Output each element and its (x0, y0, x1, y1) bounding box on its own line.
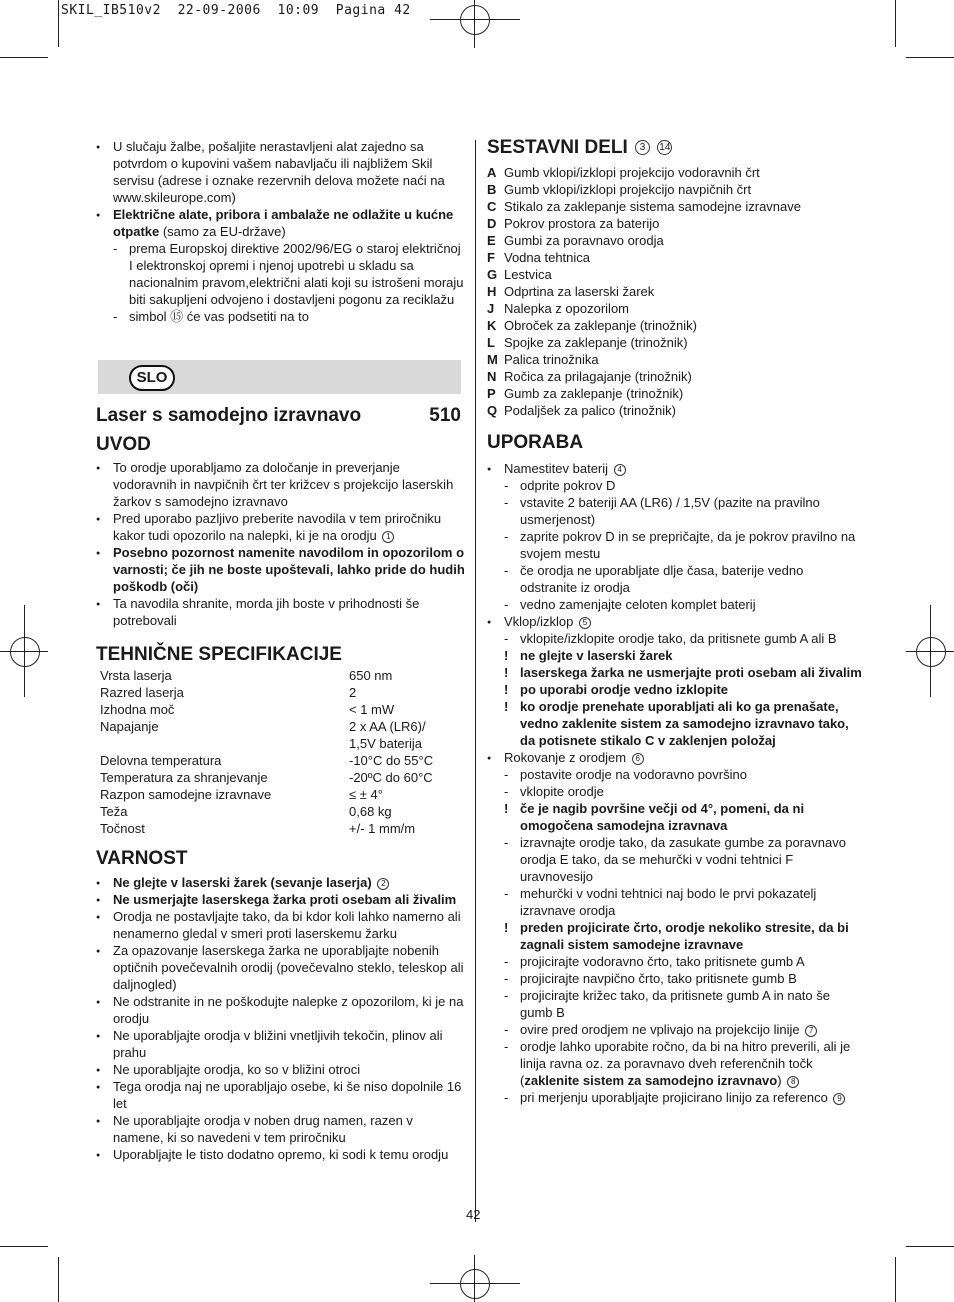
part-row (487, 181, 862, 198)
list-item: ● Električne alate, pribora i ambalaže ne odlažite u kućne otpatke (samo za EU-države) (96, 206, 466, 240)
part-row (487, 283, 862, 300)
figure-ref: 3 (635, 140, 650, 155)
part-label: Gumb vklopi/izklopi projekcijo navpičnih črt (504, 182, 752, 197)
spec-value: 650 nm (349, 668, 393, 683)
part-letter: M (487, 352, 498, 367)
list-item: ● Ne odstranite in ne poškodujte nalepke z opozorilom, ki je na orodju (96, 993, 466, 1027)
list-item: ! po uporabi orodje vedno izklopite (487, 681, 862, 698)
list-item: ● Ne uporabljajte orodja, ko so v bližini otroci (96, 1061, 466, 1078)
registration-line (430, 19, 520, 20)
list-item: - projicirajte križec tako, da pritisnete gumb A in nato še gumb B (487, 987, 862, 1021)
figure-ref: 14 (659, 142, 671, 154)
list-item: ● Ne uporabljajte orodja v bližini vnetljivih tekočin, plinov ali prahu (96, 1027, 466, 1061)
list-item: - odprite pokrov D (487, 477, 862, 494)
part-letter: A (487, 165, 497, 180)
list-item: - izravnajte orodje tako, da zasukate gumbe za poravnavo orodja E tako, da se mehurčki v vodni tehtnici F uravnovesijo (487, 834, 862, 885)
crop-mark (0, 57, 48, 58)
figure-ref: 8 (787, 1076, 799, 1088)
list-item: ● Ne glejte v laserski žarek (sevanje laserja) 2 (96, 874, 466, 891)
list-item: ● Ta navodila shranite, morda jih boste v prihodnosti še potrebovali (96, 595, 466, 629)
figure-ref: 9 (833, 1093, 845, 1105)
part-letter: F (487, 250, 495, 265)
varnost-section (96, 848, 466, 1163)
list-item: ● Uporabljajte le tisto dodatno opremo, ki sodi k temu orodju (96, 1146, 466, 1163)
list-item: - vstavite 2 bateriji AA (LR6) / 1,5V (pazite na pravilno usmerjenost) (487, 494, 862, 528)
list-item: ● Rokovanje z orodjem 6 (487, 749, 862, 766)
part-label: Palica trinožnika (504, 352, 599, 367)
crop-mark (895, 1257, 896, 1302)
part-row (487, 317, 862, 334)
part-label: Vodna tehtnica (504, 250, 591, 265)
section-heading: TEHNIČNE SPECIFIKACIJE (96, 644, 342, 665)
list-item: - ovire pred orodjem ne vplivajo na projekcijo linije 7 (487, 1021, 862, 1038)
section-heading: SESTAVNI DELI 3 14 (487, 137, 671, 158)
list-item: ● Vklop/izklop 5 (487, 613, 862, 630)
part-row (487, 368, 862, 385)
registration-line (906, 651, 954, 652)
registration-line (474, 1255, 475, 1302)
section-heading: UPORABA (487, 432, 584, 453)
part-label: Ročica za prilagajanje (trinožnik) (504, 369, 692, 384)
list-item: - če orodja ne uporabljate dlje časa, baterije vedno odstranite iz orodja (487, 562, 862, 596)
spec-value: -10°C do 55°C (349, 753, 434, 768)
list-item: ! laserskega žarka ne usmerjajte proti osebam ali živalim (487, 664, 862, 681)
list-item: - zaprite pokrov D in se prepričajte, da je pokrov pravilno na svojem mestu (487, 528, 862, 562)
part-row (487, 266, 862, 283)
part-label: Podaljšek za palico (trinožnik) (504, 403, 676, 418)
spec-row (96, 752, 466, 769)
spec-key: Vrsta laserja (100, 668, 172, 683)
spec-row (96, 667, 466, 684)
spec-value: 2 x AA (LR6)/ (349, 719, 426, 734)
part-row (487, 402, 862, 419)
part-row (487, 215, 862, 232)
section-heading: VARNOST (96, 848, 188, 869)
registration-mark (916, 637, 946, 667)
spec-value: 0,68 kg (349, 804, 392, 819)
part-letter: P (487, 386, 496, 401)
list-item: - vklopite/izklopite orodje tako, da pritisnete gumb A ali B (487, 630, 862, 647)
spec-section (96, 644, 466, 837)
list-item: - vedno zamenjajte celoten komplet baterij (487, 596, 862, 613)
list-item: ● Ne usmerjajte laserskega žarka proti osebam ali živalim (96, 891, 466, 908)
part-label: Odprtina za laserski žarek (504, 284, 655, 299)
crop-mark (58, 1257, 59, 1302)
product-number: 510 (429, 405, 461, 426)
list-item: ● Namestitev baterij 4 (487, 460, 862, 477)
uporaba-section (487, 432, 862, 1106)
registration-line (0, 651, 48, 652)
part-letter: J (487, 301, 495, 316)
part-letter: D (487, 216, 497, 231)
page-number: 42 (466, 1207, 481, 1222)
spec-table (96, 667, 466, 837)
spec-value: 2 (349, 685, 357, 700)
part-row (487, 249, 862, 266)
list-item: ! ko orodje prenehate uporabljati ali ko ga prenašate, vedno zaklenite sistem za samodejno izravnavo tako, da potisnete stikalo C v zaklenjen položaj (487, 698, 862, 749)
part-label: Pokrov prostora za baterijo (504, 216, 660, 231)
parts-list (487, 164, 862, 419)
part-row (487, 385, 862, 402)
spec-value: +/- 1 mm/m (349, 821, 416, 836)
list-item: ● U slučaju žalbe, pošaljite nerastavljeni alat zajedno sa potvrdom o kupovini vašem nabavljaču ili najbližem Skil servisu (adrese i oznake rezervnih delova možete naći na www.skileurope.com) (96, 138, 466, 206)
list-item: ● Ne uporabljajte orodja v noben drug namen, razen v namene, ki so navedeni v tem priročniku (96, 1112, 466, 1146)
list-item: ● Tega orodja naj ne uporabljajo osebe, ki še niso dopolnile 16 let (96, 1078, 466, 1112)
part-letter: N (487, 369, 497, 384)
spec-key: Točnost (100, 821, 145, 836)
language-bar (98, 360, 461, 394)
spec-key: Teža (100, 804, 128, 819)
part-row (487, 334, 862, 351)
list-item: ● Pred uporabo pazljivo preberite navodila v tem priročniku kakor tudi opozorilo na nalepki, ki je na orodju 1 (96, 510, 466, 544)
spec-key: Delovna temperatura (100, 753, 222, 768)
figure-ref: 6 (632, 753, 644, 765)
part-row (487, 164, 862, 181)
list-item: ● Orodja ne postavljajte tako, da bi kdor koli lahko namerno ali nenamerno gledal v smeri proti laserskemu žarku (96, 908, 466, 942)
list-item: - projicirajte navpično črto, tako pritisnete gumb B (487, 970, 862, 987)
list-item: ● To orodje uporabljamo za določanje in preverjanje vodoravnih in navpičnih črt ter križcev s projekcijo laserskih žarkov s samodejno izravnavo (96, 459, 466, 510)
part-letter: L (487, 335, 495, 350)
part-label: Spojke za zaklepanje (trinožnik) (504, 335, 688, 350)
list-item: - simbol ⑮ će vas podsetiti na to (96, 308, 466, 325)
spec-row (96, 786, 466, 803)
figure-ref: 2 (377, 878, 389, 890)
part-label: Lestvica (504, 267, 552, 282)
list-item: - mehurčki v vodni tehtnici naj bodo le prvi pokazatelj izravnave orodja (487, 885, 862, 919)
registration-line (430, 1283, 520, 1284)
product-title-row (96, 405, 461, 427)
spec-key: Napajanje (100, 719, 159, 734)
list-item: - projicirajte vodoravno črto, tako pritisnete gumb A (487, 953, 862, 970)
part-letter: H (487, 284, 497, 299)
registration-mark (10, 637, 40, 667)
part-label: Stikalo za zaklepanje sistema samodejne izravnave (504, 199, 801, 214)
spec-row (96, 701, 466, 718)
registration-mark (460, 5, 490, 35)
list-item: - vklopite orodje (487, 783, 862, 800)
part-label: Nalepka z opozorilom (504, 301, 630, 316)
list-item: ! preden projicirate črto, orodje nekoliko stresite, da bi zagnali sistem samodejne izravnave (487, 919, 862, 953)
spec-row (96, 820, 466, 837)
uporaba-list (487, 460, 862, 1106)
spec-key: Razpon samodejne izravnave (100, 787, 272, 802)
print-header: SKIL_IB510v2 22-09-2006 10:09 Pagina 42 (61, 3, 411, 18)
spec-key: Razred laserja (100, 685, 184, 700)
registration-line (474, 0, 475, 48)
part-letter: C (487, 199, 497, 214)
spec-row (96, 718, 466, 735)
spec-row (96, 769, 466, 786)
product-title: Laser s samodejno izravnavo (96, 405, 362, 426)
registration-mark (460, 1269, 490, 1299)
spec-value: < 1 mW (349, 702, 395, 717)
uvod-section (96, 434, 466, 629)
part-label: Obroček za zaklepanje (trinožnik) (504, 318, 697, 333)
part-letter: Q (487, 403, 498, 418)
column-divider (475, 140, 476, 1222)
crop-mark (0, 1246, 48, 1247)
left-top-section (96, 138, 466, 325)
part-row (487, 300, 862, 317)
part-letter: E (487, 233, 496, 248)
language-badge: SLO (129, 365, 175, 391)
part-label: Gumbi za poravnavo orodja (504, 233, 664, 248)
crop-mark (58, 0, 59, 47)
list-item: ● Za opazovanje laserskega žarka ne uporabljajte nobenih optičnih povečevalnih orodij (povečevalno steklo, teleskop ali daljnogled) (96, 942, 466, 993)
list-item: - prema Europskoj direktive 2002/96/EG o staroj električnoj I elektronskoj opremi i njenoj upotrebi u skladu sa nacionalnim pravom,električni alati koji su istrošeni moraju biti sakupljeni odvojeno i dostavljeni pogonu za reciklažu (96, 240, 466, 308)
crop-mark (906, 1246, 954, 1247)
spec-row (96, 803, 466, 820)
spec-key: Temperatura za shranjevanje (100, 770, 268, 785)
part-label: Gumb vklopi/izklopi projekcijo vodoravnih črt (504, 165, 760, 180)
spec-value: -20ºC do 60°C (349, 770, 433, 785)
crop-mark (906, 57, 954, 58)
spec-key: Izhodna moč (100, 702, 175, 717)
list-item: - postavite orodje na vodoravno površino (487, 766, 862, 783)
spec-row (96, 684, 466, 701)
figure-ref: 7 (805, 1025, 817, 1037)
crop-mark (895, 0, 896, 47)
part-row (487, 198, 862, 215)
list-item: ! ne glejte v laserski žarek (487, 647, 862, 664)
figure-ref: 4 (614, 464, 626, 476)
spec-value: ≤ ± 4° (349, 787, 383, 802)
parts-section (487, 137, 862, 419)
figure-ref: 5 (579, 617, 591, 629)
part-label: Gumb za zaklepanje (trinožnik) (504, 386, 684, 401)
list-item: - orodje lahko uporabite ročno, da bi na hitro preverili, ali je linija ravna oz. za poravnavo dveh referenčnih točk (zaklenite sistem za samodejno izravnavo) 8 (487, 1038, 862, 1089)
part-letter: K (487, 318, 497, 333)
section-heading: UVOD (96, 434, 151, 455)
list-item: ! če je nagib površine večji od 4°, pomeni, da ni omogočena samodejna izravnava (487, 800, 862, 834)
spec-key (96, 735, 349, 752)
list-item: ● Posebno pozornost namenite navodilom in opozorilom o varnosti; če jih ne boste upoštevali, lahko pride do hudih poškodb (oči) (96, 544, 466, 595)
spec-value: 1,5V baterija (349, 736, 422, 751)
spec-row (96, 735, 466, 752)
part-row (487, 232, 862, 249)
part-letter: G (487, 267, 498, 282)
figure-ref: 1 (382, 531, 394, 543)
list-item: - pri merjenju uporabljajte projicirano linijo za referenco 9 (487, 1089, 862, 1106)
part-row (487, 351, 862, 368)
part-letter: B (487, 182, 497, 197)
